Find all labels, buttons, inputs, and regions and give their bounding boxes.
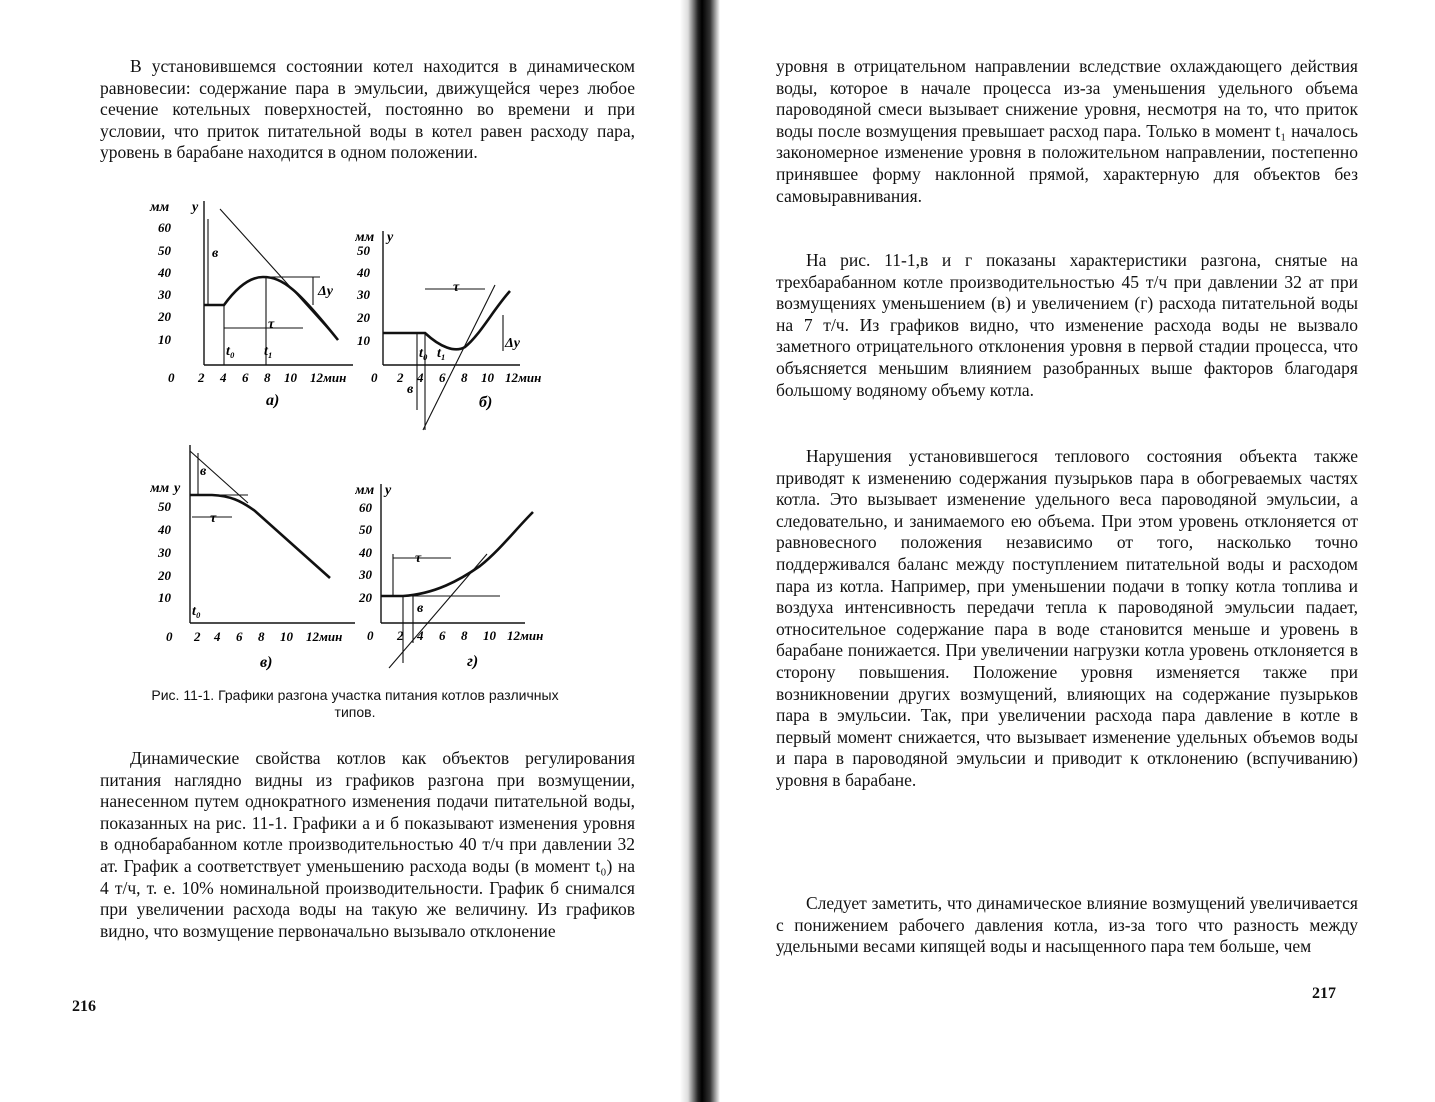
chart-c-xtick: 0	[166, 629, 173, 644]
chart-b-xtick: 0	[371, 370, 378, 385]
chart-a	[148, 195, 370, 410]
chart-b-sublabel: б)	[479, 394, 493, 411]
chart-b-ytick: 10	[357, 333, 370, 348]
chart-b-t0-label: t₀	[419, 346, 428, 361]
chart-b-unit: мм	[355, 230, 375, 245]
chart-d-ytick: 50	[359, 522, 372, 537]
chart-b-ytick: 40	[357, 265, 370, 280]
chart-a-dy-label: Δу	[318, 284, 333, 299]
chart-d-ytick: 30	[359, 567, 372, 582]
chart-a-axis-label: у	[192, 200, 199, 215]
chart-b-xtick: 10	[481, 370, 494, 385]
left-paragraph-1: В установившемся состоянии котел находится в динамическом равновесии: содержание пара в эмульсии, движущейся через любое сечение котельных поверхностей, постоянно во времени и при условии, что приток питательной воды в котел равен расходу пара, уровень в барабане находится в одном положении.	[100, 56, 635, 163]
chart-c-ytick: 30	[158, 545, 171, 560]
chart-d-b-label: в	[417, 601, 424, 616]
chart-c-xtick: 2	[194, 629, 201, 644]
left-page	[0, 0, 700, 1102]
chart-a-xtick: 6	[242, 370, 249, 385]
chart-a-tau-label: τ	[268, 317, 275, 332]
chart-d-xtick: 12мин	[507, 628, 544, 643]
chart-b-xtick: 4	[417, 370, 424, 385]
chart-d-xtick: 0	[367, 628, 374, 643]
chart-c-xtick: 6	[236, 629, 243, 644]
chart-c-xtick: 10	[280, 629, 293, 644]
chart-a-ytick: 30	[158, 287, 171, 302]
chart-a-sublabel: а)	[266, 392, 280, 409]
chart-a-t1-label: t₁	[264, 344, 273, 359]
chart-b-axis-label: у	[387, 230, 394, 245]
chart-d-xtick: 2	[397, 628, 404, 643]
chart-d-ytick: 20	[359, 590, 372, 605]
page-number-left: 216	[72, 998, 96, 1015]
page-number-right: 217	[1312, 985, 1336, 1002]
chart-c-ytick: 10	[158, 590, 171, 605]
chart-b-xtick: 12мин	[505, 370, 542, 385]
right-paragraph-1: уровня в отрицательном направлении вследствие охлаждающего действия воды, которое в начале процесса из-за уменьшения удельного объема пароводяной смеси вызывает снижение уровня, несмотря на то, что приток воды после возмущения превышает расход пара. Только в момент t₁ началось закономерное изменение уровня в положительном направлении, постепенно принявшее форму наклонной прямой, характерную для объектов без самовыравнивания.	[776, 56, 1358, 206]
right-paragraph-4: Следует заметить, что динамическое влияние возмущений увеличивается с понижением рабочего давления котла, из-за того что разность между удельными весами кипящей воды и насыщенного пара тем больше, чем	[776, 893, 1358, 957]
chart-c	[150, 445, 370, 675]
chart-c-unit: мм	[150, 481, 170, 496]
chart-a-ytick: 10	[158, 332, 171, 347]
chart-a-ytick: 40	[158, 265, 171, 280]
chart-c-t0-label: t₀	[192, 604, 201, 619]
chart-b-t1-label: t₁	[437, 346, 446, 361]
chart-d	[355, 478, 565, 673]
chart-b-tau-label: τ	[453, 280, 460, 295]
chart-a-ytick: 50	[158, 243, 171, 258]
chart-c-tau-label: τ	[210, 511, 217, 526]
chart-a-ytick: 60	[158, 220, 171, 235]
chart-a-xtick: 12мин	[310, 370, 347, 385]
chart-a-ytick: 20	[158, 309, 171, 324]
chart-c-xtick: 8	[258, 629, 265, 644]
chart-a-xtick: 4	[220, 370, 227, 385]
chart-b-xtick: 2	[397, 370, 404, 385]
chart-c-ytick: 40	[158, 522, 171, 537]
chart-c-ytick: 20	[158, 568, 171, 583]
chart-a-unit: мм	[150, 200, 170, 215]
right-paragraph-2: На рис. 11-1,в и г показаны характеристики разгона, снятые на трехбарабанном котле производительностью 45 т/ч при давлении 32 ат при возмущениях уменьшением (в) и увеличением (г) расхода питательной воды на 7 т/ч. Из графиков видно, что изменение расхода воды не вызвало заметного отрицательного отклонения уровня в первой стадии процесса, что объясняется меньшим влиянием разобранных выше факторов благодаря большому водяному объему котла.	[776, 250, 1358, 400]
chart-d-axis-label: у	[385, 483, 392, 498]
chart-a-b-label: в	[212, 246, 219, 261]
chart-d-tau-label: τ	[415, 551, 422, 566]
chart-d-ytick: 40	[359, 545, 372, 560]
chart-a-xtick: 2	[198, 370, 205, 385]
chart-c-sublabel: в)	[260, 654, 273, 671]
chart-c-xtick: 4	[214, 629, 221, 644]
chart-a-t0-label: t₀	[226, 344, 235, 359]
chart-d-xtick: 8	[461, 628, 468, 643]
chart-d-xtick: 10	[483, 628, 496, 643]
chart-d-unit: мм	[355, 483, 375, 498]
chart-b	[355, 225, 565, 440]
chart-b-xtick: 8	[461, 370, 468, 385]
chart-d-ytick: 60	[359, 500, 372, 515]
chart-b-b-label: в	[407, 382, 414, 397]
chart-c-axis-label: у	[174, 481, 181, 496]
chart-b-xtick: 6	[439, 370, 446, 385]
chart-a-xtick: 8	[264, 370, 271, 385]
chart-b-ytick: 20	[357, 310, 370, 325]
chart-b-dy-label: Δу	[505, 336, 520, 351]
chart-c-xtick: 12мин	[306, 629, 343, 644]
right-paragraph-3: Нарушения установившегося теплового состояния объекта также приводят к изменению содержания пузырьков пара в обогреваемых частях котла. Это вызывает изменение удельного веса пароводяной эмульсии, а следовательно, и занимаемого ею объема. При этом уровень отклоняется от равновесного положения независимо от того, насколько точно поддерживался баланс между поступлением питательной воды и расходом пара из котла. Например, при уменьшении подачи в топку котла топлива и воздуха интенсивность передачи тепла к пароводяной эмульсии падает, относительное содержание пара в воде становится меньше и уровень в барабане понижается. При увеличении нагрузки котла уровень отклоняется в сторону повышения. Положение уровня изменяется также при возникновении других возмущений, влияющих на содержание пузырьков пара в эмульсии. Так, при увеличении расхода пара давление в котле в первый момент снижается, что вызывает изменение удельных объемов воды и пара в пароводяной эмульсии и приводит к отклонению (вспучиванию) уровня в барабане.	[776, 446, 1358, 790]
figure-caption: Рис. 11-1. Графики разгона участка питания котлов различных типов.	[151, 687, 559, 720]
chart-d-xtick: 6	[439, 628, 446, 643]
right-page	[712, 0, 1435, 1102]
chart-a-xtick: 10	[284, 370, 297, 385]
chart-d-sublabel: г)	[467, 653, 479, 670]
chart-d-xtick: 4	[417, 628, 424, 643]
left-paragraph-2: Динамические свойства котлов как объектов регулирования питания наглядно видны из графиков разгона при возмущении, нанесенном путем однократного изменения подачи питательной воды, показанных на рис. 11-1. Графики а и б показывают изменения уровня в однобарабанном котле производительностью 40 т/ч при давлении 32 ат. График а соответствует уменьшению расхода воды (в момент t₀) на 4 т/ч, т. е. 10% номинальной производительности. График б снимался при увеличении расхода воды на такую же величину. Из графиков видно, что возмущение первоначально вызывало отклонение	[100, 748, 635, 941]
chart-c-ytick: 50	[158, 499, 171, 514]
chart-b-ytick: 50	[357, 243, 370, 258]
chart-a-xtick: 0	[168, 370, 175, 385]
chart-b-ytick: 30	[357, 287, 370, 302]
chart-c-b-label: в	[200, 464, 207, 479]
